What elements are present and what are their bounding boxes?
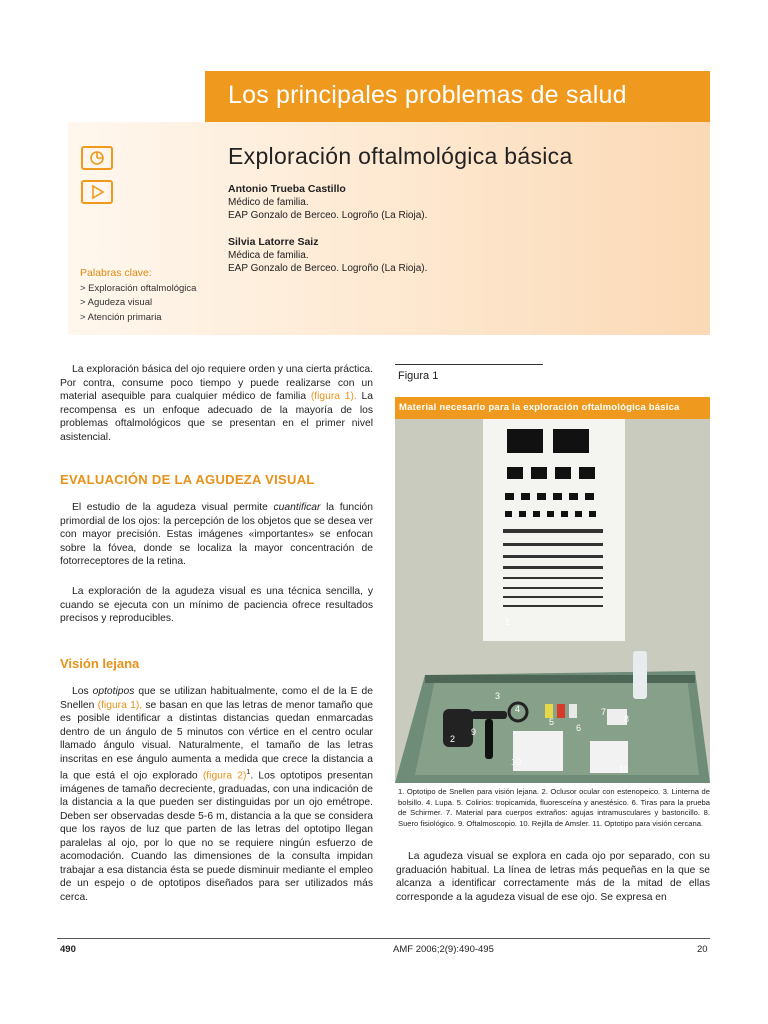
author-role: Médico de familia. xyxy=(228,197,309,208)
footer-rule xyxy=(57,938,710,939)
equipment-photo xyxy=(395,419,710,783)
section2-paragraph: Los optotipos que se utilizan habitualmente, como el de la E de Snellen (figura 1), se basan en que las letras de menor tamaño que es posible identificar a distintas distancias quedan enmarcadas dentro de un ángulo de 5 minutos con vértice en el centro ocular llamado ángulo visual. Naturalmente, el tamaño de las letras inscritas en ese ángulo aumenta a medida que crece la distancia a la que está el ojo explorado (figura 2)$^1$. Los optotipos presentan imágenes de tamaño decreciente, graduadas, con una indicación de la distancia a la que pueden ser distinguidas por un ojo emétrope. Deben ser observadas desde 5-6 m, distancia a la que se considera que los rayos de luz que parten de las letras del optotipo llegan paralelas al ojo, por lo que no se requiere ningún esfuerzo de acomodación. Cuando las dimensiones de la consulta impidan trabajar a esa distancia ésta se puede disminuir mediante el empleo de un espejo o de optotipos diseñados para ser utilizados más cerca. xyxy=(60,686,374,903)
page-number-right: 20 xyxy=(697,944,708,955)
item-number: 4 xyxy=(515,704,521,714)
author-1 xyxy=(228,183,427,222)
figure-rule xyxy=(395,364,543,365)
author-affiliation: EAP Gonzalo de Berceo. Logroño (La Rioja). xyxy=(228,263,428,274)
item-number: 10 xyxy=(511,757,522,767)
keywords-box xyxy=(80,266,196,325)
play-icon xyxy=(81,180,113,204)
occluder-item xyxy=(443,709,473,747)
citation: AMF 2006;2(9):490-495 xyxy=(393,944,494,955)
page-number-left: 490 xyxy=(60,944,76,955)
item-number: 9 xyxy=(471,727,477,737)
figure-title-bar: Material necesario para la exploración oftalmológica básica xyxy=(395,397,710,419)
item-number: 11 xyxy=(619,764,629,774)
item-number: 6 xyxy=(576,723,582,733)
figure-ref[interactable]: (figura 1), xyxy=(97,699,143,711)
figure-photo xyxy=(395,419,710,783)
section1-paragraph-1: El estudio de la agudeza visual permite cuantificar la función primordial de los ojos: la percepción de los objetos que se desea ver con mayor precisión. Estas imágenes «importantes» se enfocan sobre la fóvea, donde se localiza la mayor concentración de fotorreceptores de la retina. xyxy=(60,502,373,567)
item-number: 8 xyxy=(624,714,630,724)
section-heading: EVALUACIÓN DE LA AGUDEZA VISUAL xyxy=(60,472,315,487)
keyword-item: > Atención primaria xyxy=(80,311,162,323)
item-number: 1 xyxy=(505,617,511,627)
author-name: Silvia Latorre Saiz xyxy=(228,236,319,248)
figure-ref[interactable]: (figura 1). xyxy=(310,391,357,402)
figure-label: Figura 1 xyxy=(398,370,439,382)
keyword-item: > Exploración oftalmológica xyxy=(80,282,197,294)
pie-chart-icon xyxy=(81,146,113,170)
figure-caption: 1. Optotipo de Snellen para visión lejana. 2. Oclusor ocular con estenopeico. 3. Linterna de bolsillo. 4. Lupa. 5. Colirios: tropicamida, fluoresceína y anestésico. 6. Tiras para la prueba de Schirmer. 7. Material para cuerpos extraños: agujas intramusculares y bastoncillo. 8. Suero fisiológico. 9. Oftalmoscopio. 10. Rejilla de Amsler. 11. Optotipo para visión cercana. xyxy=(398,787,710,828)
figure-ref[interactable]: (figura 2) xyxy=(202,770,247,782)
keyword-item: > Agudeza visual xyxy=(80,297,153,308)
section-title: Los principales problemas de salud xyxy=(228,81,627,109)
article-title: Exploración oftalmológica básica xyxy=(228,143,573,169)
subsection-heading: Visión lejana xyxy=(60,656,140,671)
author-2 xyxy=(228,236,427,275)
author-name: Antonio Trueba Castillo xyxy=(228,183,346,195)
section1-paragraph-2: La exploración de la agudeza visual es una técnica sencilla, y cuando se ejecuta con un mínimo de paciencia ofrece resultados precisos y reproducibles. xyxy=(60,586,373,624)
item-number: 3 xyxy=(495,691,501,701)
intro-paragraph: La exploración básica del ojo requiere orden y una cierta práctica. Por contra, consume poco tiempo y puede realizarse con un material asequible para cualquier médico de familia (figura 1). La recompensa es un enfoque adecuado de la mayoría de los problemas oftalmológicos que se presentan en el primer nivel asistencial. xyxy=(60,364,373,443)
section-header-bar xyxy=(205,71,710,122)
keywords-title: Palabras clave: xyxy=(80,267,152,279)
right-paragraph: La agudeza visual se explora en cada ojo por separado, con su graduación habitual. La línea de letras más pequeñas en la que se alcanza a identificar correctamente más de la mitad de ellas corresponde a la agudeza visual de ese ojo. Se expresa en xyxy=(396,851,710,903)
item-number: 5 xyxy=(549,717,555,727)
author-affiliation: EAP Gonzalo de Berceo. Logroño (La Rioja). xyxy=(228,210,428,221)
author-role: Médica de familia. xyxy=(228,250,309,261)
item-number: 7 xyxy=(601,707,607,717)
item-number: 2 xyxy=(450,734,456,744)
